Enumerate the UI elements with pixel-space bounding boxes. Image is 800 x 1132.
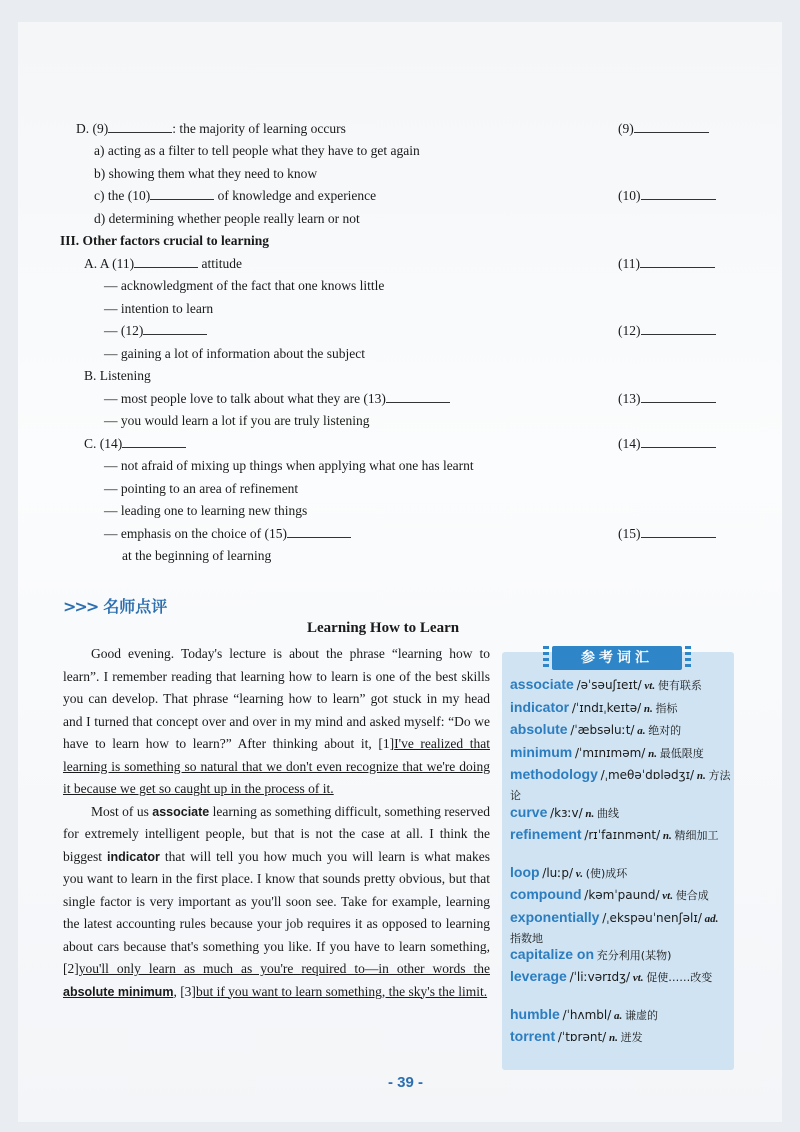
vocab-part-of-speech: vt. bbox=[644, 680, 656, 692]
vocab-part-of-speech: a. bbox=[637, 725, 646, 737]
section-iii-heading: III. Other factors crucial to learning bbox=[60, 233, 269, 248]
outline-c-item-last: at the beginning of learning bbox=[122, 548, 272, 563]
answer-blank-13[interactable]: (13) bbox=[618, 390, 716, 408]
vocab-part-of-speech: n. bbox=[585, 808, 595, 820]
vocab-part-of-speech: vt. bbox=[632, 972, 644, 984]
vocab-phonetic: /ˈɪndɪˌkeɪtə/ bbox=[571, 701, 642, 715]
vocab-entry bbox=[510, 1026, 732, 1048]
outline-d-heading: D. (9) : the majority of learning occurs bbox=[76, 121, 346, 136]
outline-d-item-d: d) determining whether people really learn or not bbox=[94, 211, 360, 226]
answer-blank-14[interactable]: (14) bbox=[618, 435, 716, 453]
vocab-part-of-speech: ad. bbox=[704, 913, 719, 925]
answer-blank-10[interactable]: (10) bbox=[618, 187, 716, 205]
outline-d-item-b: b) showing them what they need to know bbox=[94, 166, 318, 181]
vocab-phonetic: /ˈtɒrənt/ bbox=[557, 1030, 607, 1044]
vocab-entry bbox=[510, 719, 732, 741]
article-body bbox=[63, 643, 490, 1003]
outline-b-item-last: — you would learn a lot if you are truly listening bbox=[104, 413, 370, 428]
vocab-word: torrent bbox=[510, 1028, 556, 1044]
vocab-word: methodology bbox=[510, 766, 598, 782]
vocab-part-of-speech: vt. bbox=[662, 890, 673, 902]
vocab-part-of-speech: n. bbox=[648, 748, 657, 760]
vocab-definition: 方法论 bbox=[510, 769, 731, 802]
vocab-part-of-speech: v. bbox=[575, 868, 583, 880]
vocab-entry bbox=[510, 742, 732, 764]
vocab-part-of-speech: a. bbox=[614, 1010, 623, 1022]
vocab-word: compound bbox=[510, 886, 582, 902]
vocab-definition: 使有联系 bbox=[657, 679, 702, 692]
outline-b-heading: B. Listening bbox=[84, 368, 151, 383]
outline-d-item-c: c) the (10) of knowledge and experience bbox=[94, 188, 377, 203]
vocab-word: leverage bbox=[510, 968, 567, 984]
vocab-entry bbox=[510, 907, 732, 949]
outline-c-item-3: — leading one to learning new things bbox=[104, 503, 308, 518]
vocab-word: humble bbox=[510, 1006, 560, 1022]
outline-c-item-15: — emphasis on the choice of (15) bbox=[104, 525, 351, 543]
vocab-phonetic: /əˈsəuʃɪeɪt/ bbox=[576, 678, 642, 692]
answer-blank-11[interactable]: (11) bbox=[618, 255, 715, 273]
vocab-phonetic: /ˌekspəuˈnenʃəlɪ/ bbox=[602, 911, 702, 925]
commentary-heading: >>> 名师点评 bbox=[63, 597, 168, 616]
vocab-word: capitalize on bbox=[510, 946, 595, 962]
answer-blank-15[interactable]: (15) bbox=[618, 525, 716, 543]
vocabulary-title: 参考词汇 bbox=[552, 646, 682, 670]
vocab-phonetic: /luːp/ bbox=[542, 866, 573, 880]
outline-c-heading: C. (14) bbox=[84, 435, 186, 453]
vocab-word: absolute bbox=[510, 721, 568, 737]
vocab-phonetic: /rɪˈfaɪnmənt/ bbox=[584, 828, 661, 842]
outline-a-item-12: — (12) bbox=[104, 322, 207, 340]
vocab-word: refinement bbox=[510, 826, 582, 842]
vocab-word: minimum bbox=[510, 744, 573, 760]
vocab-entry bbox=[510, 824, 732, 846]
vocab-part-of-speech: n. bbox=[662, 830, 672, 842]
vocab-phonetic: /kɜːv/ bbox=[550, 806, 583, 820]
vocab-entry bbox=[510, 862, 732, 884]
vocab-phonetic: /kəmˈpaund/ bbox=[584, 888, 660, 902]
outline-a-item-last: — gaining a lot of information about the subject bbox=[104, 346, 365, 361]
vocab-definition: 最低限度 bbox=[659, 747, 704, 760]
vocab-phonetic: /ˈliːvərɪdʒ/ bbox=[569, 970, 631, 984]
outline-a-item-2: — intention to learn bbox=[104, 301, 214, 316]
vocab-entry bbox=[510, 884, 732, 906]
article-paragraph-2: Most of us associate learning as something difficult, something reserved for extremely intelligent people, but that is not the case at all. I think the biggest indicator that will tell you how much you will learn is what makes you want to learn in the first place. I know that sounds pretty obvious, but that single factor is very important as you'll soon see. Take for example, learning the latest accounting rules because your job requires it as opposed to learning about cars because that's something you like. If you have to learn something, [2]you'll only learn as much as you're required to—in other words the absolute minimum, [3]but if you want to learn something, the sky's the limit. bbox=[63, 803, 491, 999]
answer-blank-9[interactable]: (9) bbox=[618, 120, 709, 138]
vocab-entry bbox=[510, 802, 732, 824]
outline-a-heading: A. A (11) attitude bbox=[84, 256, 242, 271]
answer-blank-12[interactable]: (12) bbox=[618, 322, 716, 340]
outline-b-item-13: — most people love to talk about what they are (13) bbox=[104, 390, 450, 408]
vocab-entry bbox=[510, 674, 732, 696]
vocab-phonetic: /ˌmeθəˈdɒlədʒɪ/ bbox=[600, 768, 695, 782]
triple-arrow-icon: >>> bbox=[63, 597, 98, 616]
vocab-part-of-speech: n. bbox=[608, 1032, 618, 1044]
vocab-part-of-speech: n. bbox=[643, 703, 653, 715]
vocab-entry bbox=[510, 764, 732, 806]
vocab-word: indicator bbox=[510, 699, 570, 715]
vocab-definition: 指标 bbox=[655, 702, 678, 715]
vocab-entry bbox=[510, 944, 732, 966]
vocab-definition: 曲线 bbox=[597, 807, 620, 820]
vocab-definition: 绝对的 bbox=[648, 724, 682, 737]
vocab-definition: 迸发 bbox=[620, 1031, 643, 1044]
vocab-phonetic: /ˈhʌmbl/ bbox=[562, 1008, 612, 1022]
vocab-definition: (使)成环 bbox=[585, 867, 628, 880]
vocab-definition: 精细加工 bbox=[674, 829, 719, 842]
vocab-entry bbox=[510, 1004, 732, 1026]
article-paragraph-1: Good evening. Today's lecture is about the phrase “learning how to learn”. I remember reading that learning how to learn is one of the best skills you can develop. That phrase “learning how to learn” got stuck in my head and I turned that concept over and over in my mind and asked myself: “Do we have to learn how to learn?” After thinking about it, [1]I've realized that learning is something so natural that we don't even recognize that we're doing it because we get so caught up in the process of it. bbox=[63, 646, 490, 796]
textbook-page bbox=[18, 22, 782, 1122]
vocab-phonetic: /ˈmɪnɪməm/ bbox=[574, 746, 646, 760]
vocab-word: exponentially bbox=[510, 909, 600, 925]
outline-a-item-1: — acknowledgment of the fact that one knows little bbox=[104, 278, 385, 293]
vocab-word: loop bbox=[510, 864, 540, 880]
vocab-definition: 使合成 bbox=[675, 889, 709, 902]
vocab-definition: 促使……改变 bbox=[646, 971, 713, 984]
vocab-definition: 指数地 bbox=[510, 932, 543, 945]
outline-c-item-2: — pointing to an area of refinement bbox=[104, 481, 299, 496]
vocabulary-box bbox=[502, 652, 734, 1070]
vocab-word: curve bbox=[510, 804, 548, 820]
vocab-part-of-speech: n. bbox=[696, 770, 706, 782]
vocab-entry bbox=[510, 697, 732, 719]
vocab-entry bbox=[510, 966, 732, 988]
outline-d-item-a: a) acting as a filter to tell people what they have to get again bbox=[94, 143, 420, 158]
vocab-definition: 充分利用(某物) bbox=[596, 949, 672, 962]
vocab-definition: 谦虚的 bbox=[625, 1009, 659, 1022]
vocab-word: associate bbox=[510, 676, 574, 692]
page-number: - 39 - bbox=[388, 1074, 424, 1091]
vocab-phonetic: /ˈæbsəluːt/ bbox=[570, 723, 635, 737]
outline-c-item-1: — not afraid of mixing up things when applying what one has learnt bbox=[104, 458, 474, 473]
article-title: Learning How to Learn bbox=[307, 620, 460, 636]
